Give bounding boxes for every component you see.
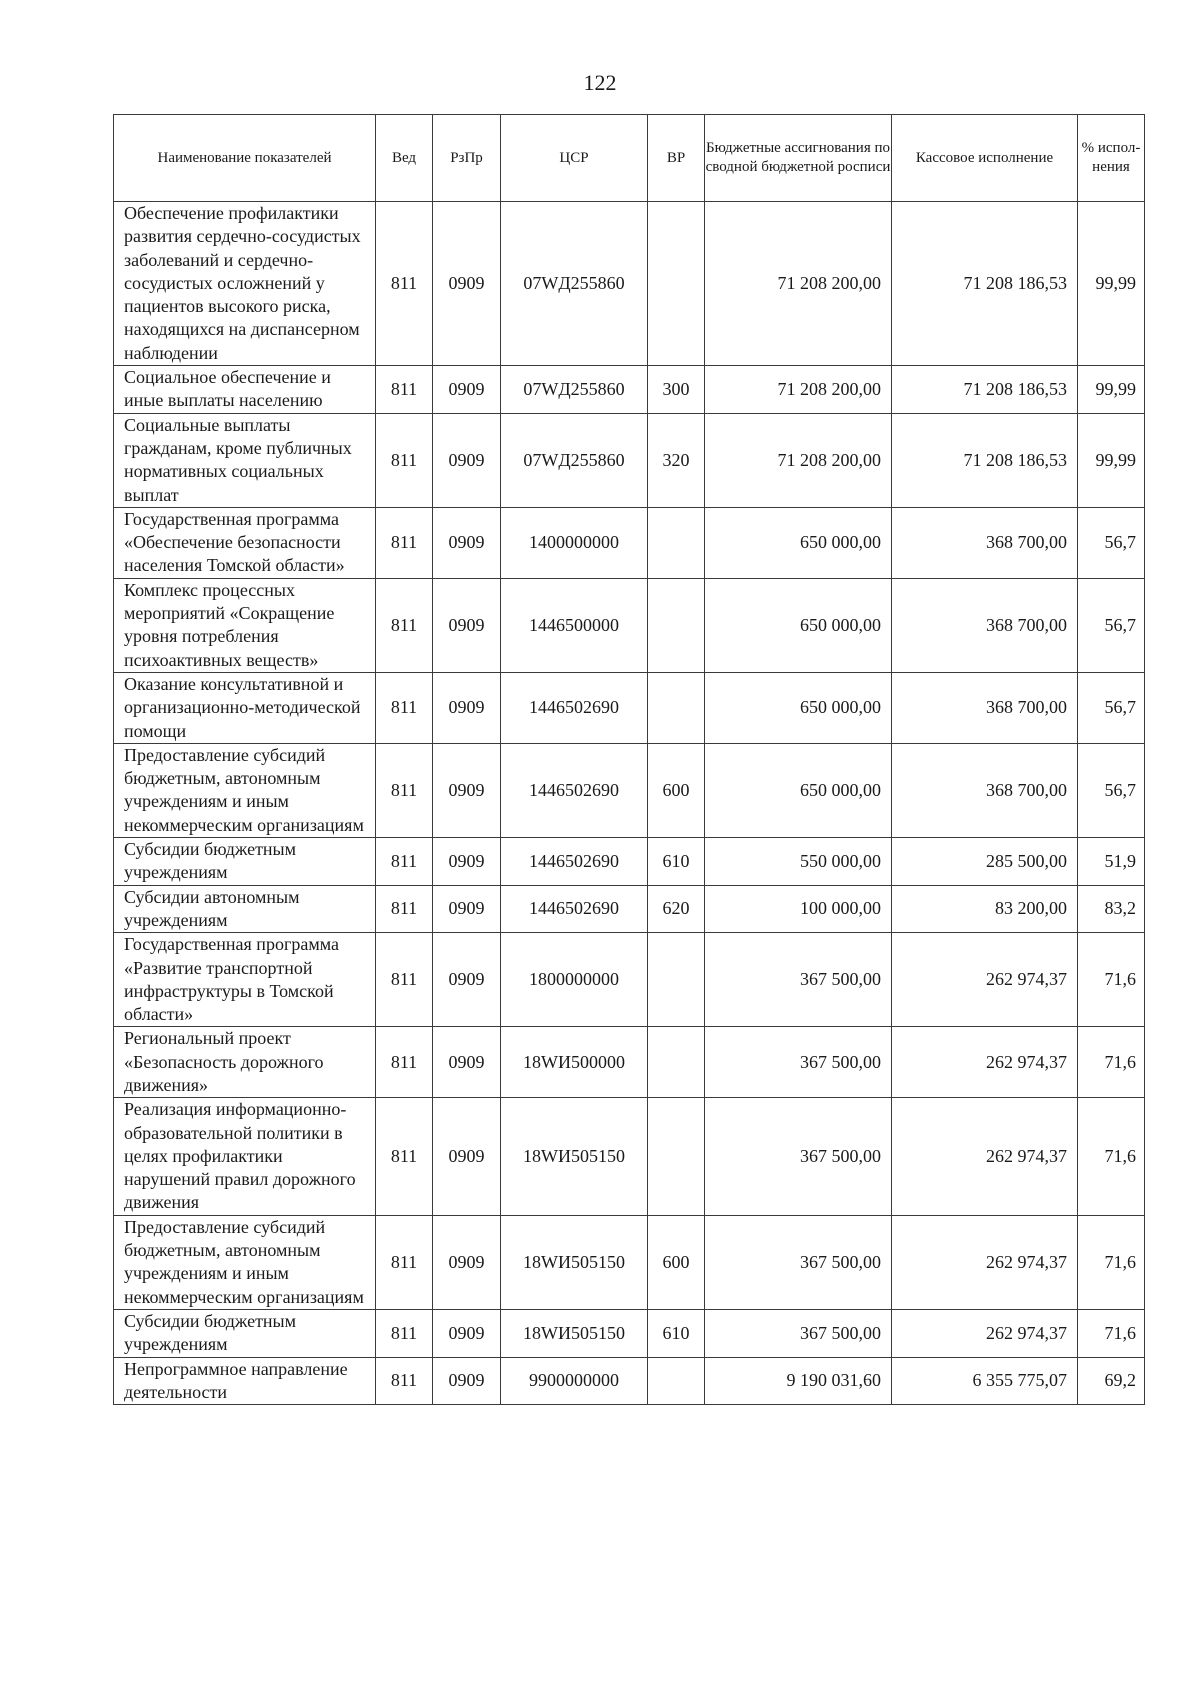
- cell-vr: 600: [648, 1215, 705, 1309]
- cell-budget: 367 500,00: [705, 1098, 892, 1215]
- cell-cash: 285 500,00: [892, 838, 1078, 886]
- cell-rzpr: 0909: [433, 672, 501, 743]
- header-pct: % испол-нения: [1078, 115, 1145, 202]
- cell-vr: 600: [648, 743, 705, 837]
- cell-ved: 811: [376, 1215, 433, 1309]
- cell-name: Субсидии бюджетным учреждениям: [114, 1309, 376, 1357]
- cell-cash: 83 200,00: [892, 885, 1078, 933]
- header-ved: Вед: [376, 115, 433, 202]
- cell-ved: 811: [376, 933, 433, 1027]
- header-rzpr: РзПр: [433, 115, 501, 202]
- cell-cash: 262 974,37: [892, 1215, 1078, 1309]
- cell-rzpr: 0909: [433, 1309, 501, 1357]
- header-name: Наименование показателей: [114, 115, 376, 202]
- cell-csr: 18WИ505150: [501, 1098, 648, 1215]
- cell-name: Обеспечение профилактики развития сердечно-сосудистых заболеваний и сердечно-сосудистых осложнений у пациентов высокого риска, находящихся на диспансерном наблюдении: [114, 202, 376, 366]
- cell-vr: [648, 507, 705, 578]
- page-number: 122: [583, 70, 617, 95]
- cell-pct: 56,7: [1078, 672, 1145, 743]
- cell-vr: [648, 672, 705, 743]
- cell-budget: 650 000,00: [705, 578, 892, 672]
- cell-pct: 99,99: [1078, 202, 1145, 366]
- cell-vr: [648, 202, 705, 366]
- table-row: [114, 578, 1145, 672]
- cell-rzpr: 0909: [433, 1027, 501, 1098]
- cell-rzpr: 0909: [433, 366, 501, 414]
- cell-ved: 811: [376, 202, 433, 366]
- cell-csr: 18WИ505150: [501, 1215, 648, 1309]
- cell-pct: 83,2: [1078, 885, 1145, 933]
- cell-cash: 71 208 186,53: [892, 202, 1078, 366]
- cell-vr: [648, 933, 705, 1027]
- cell-csr: 18WИ500000: [501, 1027, 648, 1098]
- cell-vr: 300: [648, 366, 705, 414]
- cell-vr: 320: [648, 413, 705, 507]
- cell-vr: [648, 578, 705, 672]
- cell-pct: 99,99: [1078, 366, 1145, 414]
- header-budget: Бюджетные ассигнования по сводной бюджетной росписи: [705, 115, 892, 202]
- cell-budget: 650 000,00: [705, 507, 892, 578]
- cell-ved: 811: [376, 885, 433, 933]
- cell-pct: 71,6: [1078, 1098, 1145, 1215]
- table-row: [114, 1027, 1145, 1098]
- cell-budget: 650 000,00: [705, 672, 892, 743]
- cell-csr: 07WД255860: [501, 366, 648, 414]
- cell-pct: 56,7: [1078, 743, 1145, 837]
- table-row: [114, 202, 1145, 366]
- cell-vr: 610: [648, 838, 705, 886]
- cell-name: Социальные выплаты гражданам, кроме публичных нормативных социальных выплат: [114, 413, 376, 507]
- cell-rzpr: 0909: [433, 202, 501, 366]
- cell-name: Непрограммное направление деятельности: [114, 1357, 376, 1405]
- table-row: [114, 672, 1145, 743]
- cell-rzpr: 0909: [433, 578, 501, 672]
- cell-cash: 6 355 775,07: [892, 1357, 1078, 1405]
- budget-execution-table: [113, 114, 1145, 1405]
- cell-ved: 811: [376, 743, 433, 837]
- cell-rzpr: 0909: [433, 838, 501, 886]
- cell-rzpr: 0909: [433, 1357, 501, 1405]
- cell-ved: 811: [376, 1357, 433, 1405]
- cell-rzpr: 0909: [433, 1098, 501, 1215]
- table-row: [114, 885, 1145, 933]
- cell-csr: 1400000000: [501, 507, 648, 578]
- cell-name: Государственная программа «Развитие транспортной инфраструктуры в Томской области»: [114, 933, 376, 1027]
- cell-csr: 1446502690: [501, 672, 648, 743]
- table-row: [114, 743, 1145, 837]
- cell-ved: 811: [376, 366, 433, 414]
- cell-budget: 550 000,00: [705, 838, 892, 886]
- cell-name: Предоставление субсидий бюджетным, автономным учреждениям и иным некоммерческим организациям: [114, 1215, 376, 1309]
- cell-ved: 811: [376, 838, 433, 886]
- cell-name: Комплекс процессных мероприятий «Сокращение уровня потребления психоактивных веществ»: [114, 578, 376, 672]
- cell-cash: 262 974,37: [892, 1098, 1078, 1215]
- cell-pct: 56,7: [1078, 578, 1145, 672]
- cell-csr: 07WД255860: [501, 413, 648, 507]
- cell-csr: 1800000000: [501, 933, 648, 1027]
- cell-budget: 367 500,00: [705, 933, 892, 1027]
- cell-csr: 1446500000: [501, 578, 648, 672]
- cell-pct: 71,6: [1078, 1215, 1145, 1309]
- cell-csr: 9900000000: [501, 1357, 648, 1405]
- cell-pct: 69,2: [1078, 1357, 1145, 1405]
- cell-budget: 367 500,00: [705, 1309, 892, 1357]
- cell-budget: 367 500,00: [705, 1215, 892, 1309]
- header-cash: Кассовое исполнение: [892, 115, 1078, 202]
- cell-budget: 71 208 200,00: [705, 413, 892, 507]
- cell-csr: 1446502690: [501, 885, 648, 933]
- cell-csr: 07WД255860: [501, 202, 648, 366]
- cell-vr: [648, 1357, 705, 1405]
- table-body: [114, 202, 1145, 1405]
- cell-pct: 71,6: [1078, 1309, 1145, 1357]
- header-csr: ЦСР: [501, 115, 648, 202]
- cell-cash: 368 700,00: [892, 578, 1078, 672]
- cell-budget: 71 208 200,00: [705, 366, 892, 414]
- cell-ved: 811: [376, 1098, 433, 1215]
- cell-budget: 100 000,00: [705, 885, 892, 933]
- cell-budget: 9 190 031,60: [705, 1357, 892, 1405]
- cell-rzpr: 0909: [433, 933, 501, 1027]
- cell-cash: 368 700,00: [892, 743, 1078, 837]
- cell-pct: 56,7: [1078, 507, 1145, 578]
- cell-name: Оказание консультативной и организационно-методической помощи: [114, 672, 376, 743]
- cell-ved: 811: [376, 578, 433, 672]
- cell-cash: 71 208 186,53: [892, 366, 1078, 414]
- cell-ved: 811: [376, 507, 433, 578]
- cell-vr: 610: [648, 1309, 705, 1357]
- cell-pct: 99,99: [1078, 413, 1145, 507]
- table-row: [114, 1215, 1145, 1309]
- table-header-row: [114, 115, 1145, 202]
- cell-budget: 367 500,00: [705, 1027, 892, 1098]
- cell-name: Субсидии бюджетным учреждениям: [114, 838, 376, 886]
- cell-cash: 262 974,37: [892, 1309, 1078, 1357]
- cell-name: Государственная программа «Обеспечение безопасности населения Томской области»: [114, 507, 376, 578]
- cell-name: Субсидии автономным учреждениям: [114, 885, 376, 933]
- cell-name: Предоставление субсидий бюджетным, автономным учреждениям и иным некоммерческим организациям: [114, 743, 376, 837]
- cell-ved: 811: [376, 672, 433, 743]
- cell-cash: 262 974,37: [892, 933, 1078, 1027]
- table-row: [114, 838, 1145, 886]
- cell-pct: 71,6: [1078, 933, 1145, 1027]
- cell-cash: 71 208 186,53: [892, 413, 1078, 507]
- cell-name: Социальное обеспечение и иные выплаты населению: [114, 366, 376, 414]
- cell-cash: 368 700,00: [892, 672, 1078, 743]
- table-row: [114, 507, 1145, 578]
- cell-rzpr: 0909: [433, 743, 501, 837]
- cell-rzpr: 0909: [433, 413, 501, 507]
- cell-name: Региональный проект «Безопасность дорожного движения»: [114, 1027, 376, 1098]
- cell-rzpr: 0909: [433, 507, 501, 578]
- cell-ved: 811: [376, 1309, 433, 1357]
- table-row: [114, 413, 1145, 507]
- cell-name: Реализация информационно-образовательной политики в целях профилактики нарушений правил дорожного движения: [114, 1098, 376, 1215]
- cell-pct: 51,9: [1078, 838, 1145, 886]
- cell-csr: 18WИ505150: [501, 1309, 648, 1357]
- cell-budget: 71 208 200,00: [705, 202, 892, 366]
- cell-vr: [648, 1098, 705, 1215]
- cell-rzpr: 0909: [433, 885, 501, 933]
- cell-vr: [648, 1027, 705, 1098]
- cell-pct: 71,6: [1078, 1027, 1145, 1098]
- table-row: [114, 1098, 1145, 1215]
- cell-csr: 1446502690: [501, 838, 648, 886]
- header-vr: ВР: [648, 115, 705, 202]
- cell-cash: 262 974,37: [892, 1027, 1078, 1098]
- table-row: [114, 933, 1145, 1027]
- cell-cash: 368 700,00: [892, 507, 1078, 578]
- table-row: [114, 366, 1145, 414]
- cell-ved: 811: [376, 1027, 433, 1098]
- table-row: [114, 1357, 1145, 1405]
- cell-ved: 811: [376, 413, 433, 507]
- cell-rzpr: 0909: [433, 1215, 501, 1309]
- cell-budget: 650 000,00: [705, 743, 892, 837]
- table-row: [114, 1309, 1145, 1357]
- cell-csr: 1446502690: [501, 743, 648, 837]
- cell-vr: 620: [648, 885, 705, 933]
